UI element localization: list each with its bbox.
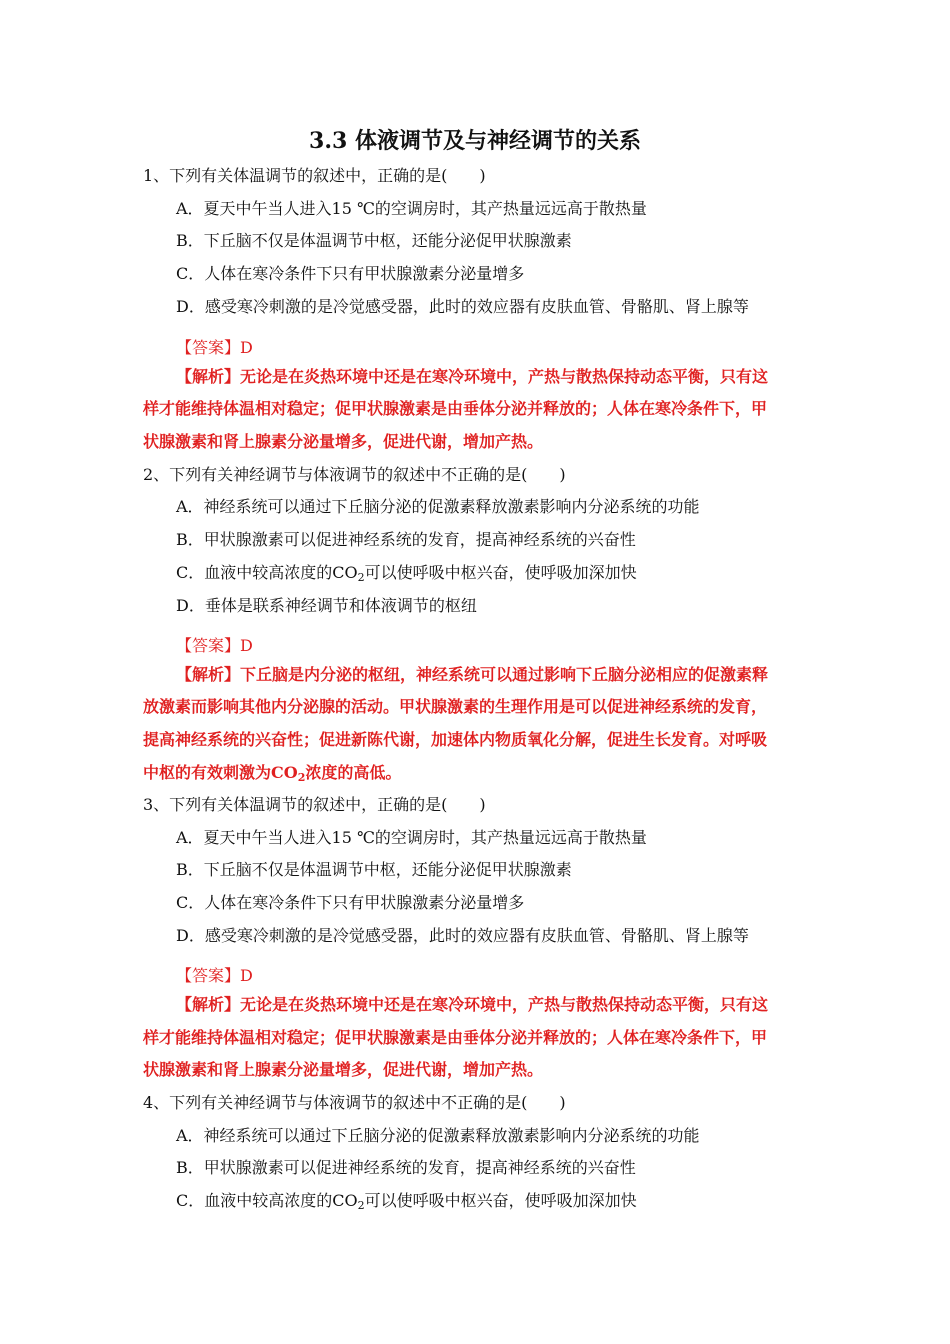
question-1-explanation-line: 样才能维持体温相对稳定；促甲状腺激素是由垂体分泌并释放的；人体在寒冷条件下，甲 bbox=[143, 399, 768, 418]
question-2-option-b: B．甲状腺激素可以促进神经系统的发育，提高神经系统的兴奋性 bbox=[176, 530, 636, 549]
question-1-stem: 1、下列有关体温调节的叙述中，正确的是( ) bbox=[143, 166, 486, 185]
question-1-option-a: A．夏天中午当人进入15 ℃的空调房时，其产热量远远高于散热量 bbox=[176, 199, 647, 218]
question-1-option-c: C．人体在寒冷条件下只有甲状腺激素分泌量增多 bbox=[176, 264, 525, 283]
question-4-option-a: A．神经系统可以通过下丘脑分泌的促激素释放激素影响内分泌系统的功能 bbox=[176, 1126, 700, 1145]
question-2-explanation-line bbox=[143, 763, 401, 788]
question-2-option-c bbox=[176, 563, 637, 588]
question-1-answer: 【答案】D bbox=[176, 338, 253, 357]
explanation-text-rest: 浓度的高低。 bbox=[305, 763, 402, 782]
subscript: 2 bbox=[357, 571, 365, 584]
question-1-explanation-line: 【解析】无论是在炎热环境中还是在寒冷环境中，产热与散热保持动态平衡，只有这 bbox=[176, 367, 769, 386]
question-1-explanation-line: 状腺激素和肾上腺素分泌量增多，促进代谢，增加产热。 bbox=[143, 432, 544, 451]
question-3-option-a: A．夏天中午当人进入15 ℃的空调房时，其产热量远远高于散热量 bbox=[176, 828, 647, 847]
question-2-option-d: D．垂体是联系神经调节和体液调节的枢纽 bbox=[176, 596, 477, 615]
question-2-answer: 【答案】D bbox=[176, 636, 253, 655]
question-2-explanation-line: 【解析】下丘脑是内分泌的枢纽，神经系统可以通过影响下丘脑分泌相应的促激素释 bbox=[176, 665, 769, 684]
question-2-explanation-line: 放激素而影响其他内分泌腺的活动。甲状腺激素的生理作用是可以促进神经系统的发育， bbox=[143, 697, 768, 716]
question-2-explanation-line: 提高神经系统的兴奋性；促进新陈代谢，加速体内物质氧化分解，促进生长发育。对呼吸 bbox=[143, 730, 768, 749]
question-2-stem: 2、下列有关神经调节与体液调节的叙述中不正确的是( ) bbox=[143, 465, 566, 484]
question-1-option-b: B．下丘脑不仅是体温调节中枢，还能分泌促甲状腺激素 bbox=[176, 231, 572, 250]
subscript: 2 bbox=[297, 771, 306, 784]
question-4-option-b: B．甲状腺激素可以促进神经系统的发育，提高神经系统的兴奋性 bbox=[176, 1158, 636, 1177]
explanation-text: 中枢的有效刺激为CO bbox=[143, 763, 298, 782]
question-4-stem: 4、下列有关神经调节与体液调节的叙述中不正确的是( ) bbox=[143, 1093, 566, 1112]
question-3-option-b: B．下丘脑不仅是体温调节中枢，还能分泌促甲状腺激素 bbox=[176, 860, 572, 879]
option-text: C．血液中较高浓度的CO bbox=[176, 1191, 358, 1210]
page-title: 3.3 体液调节及与神经调节的关系 bbox=[309, 128, 641, 154]
question-3-answer: 【答案】D bbox=[176, 966, 253, 985]
question-3-explanation-line: 【解析】无论是在炎热环境中还是在寒冷环境中，产热与散热保持动态平衡，只有这 bbox=[176, 995, 769, 1014]
option-text-rest: 可以使呼吸中枢兴奋，使呼吸加深加快 bbox=[364, 563, 637, 582]
question-3-explanation-line: 状腺激素和肾上腺素分泌量增多，促进代谢，增加产热。 bbox=[143, 1060, 544, 1079]
question-3-option-d: D．感受寒冷刺激的是冷觉感受器，此时的效应器有皮肤血管、骨骼肌、肾上腺等 bbox=[176, 926, 749, 945]
subscript: 2 bbox=[357, 1199, 365, 1212]
question-3-explanation-line: 样才能维持体温相对稳定；促甲状腺激素是由垂体分泌并释放的；人体在寒冷条件下，甲 bbox=[143, 1028, 768, 1047]
question-2-option-a: A．神经系统可以通过下丘脑分泌的促激素释放激素影响内分泌系统的功能 bbox=[176, 497, 700, 516]
question-3-stem: 3、下列有关体温调节的叙述中，正确的是( ) bbox=[143, 795, 486, 814]
question-3-option-c: C．人体在寒冷条件下只有甲状腺激素分泌量增多 bbox=[176, 893, 525, 912]
question-4-option-c bbox=[176, 1191, 637, 1216]
question-1-option-d: D．感受寒冷刺激的是冷觉感受器，此时的效应器有皮肤血管、骨骼肌、肾上腺等 bbox=[176, 297, 749, 316]
option-text-rest: 可以使呼吸中枢兴奋，使呼吸加深加快 bbox=[364, 1191, 637, 1210]
option-text: C．血液中较高浓度的CO bbox=[176, 563, 358, 582]
